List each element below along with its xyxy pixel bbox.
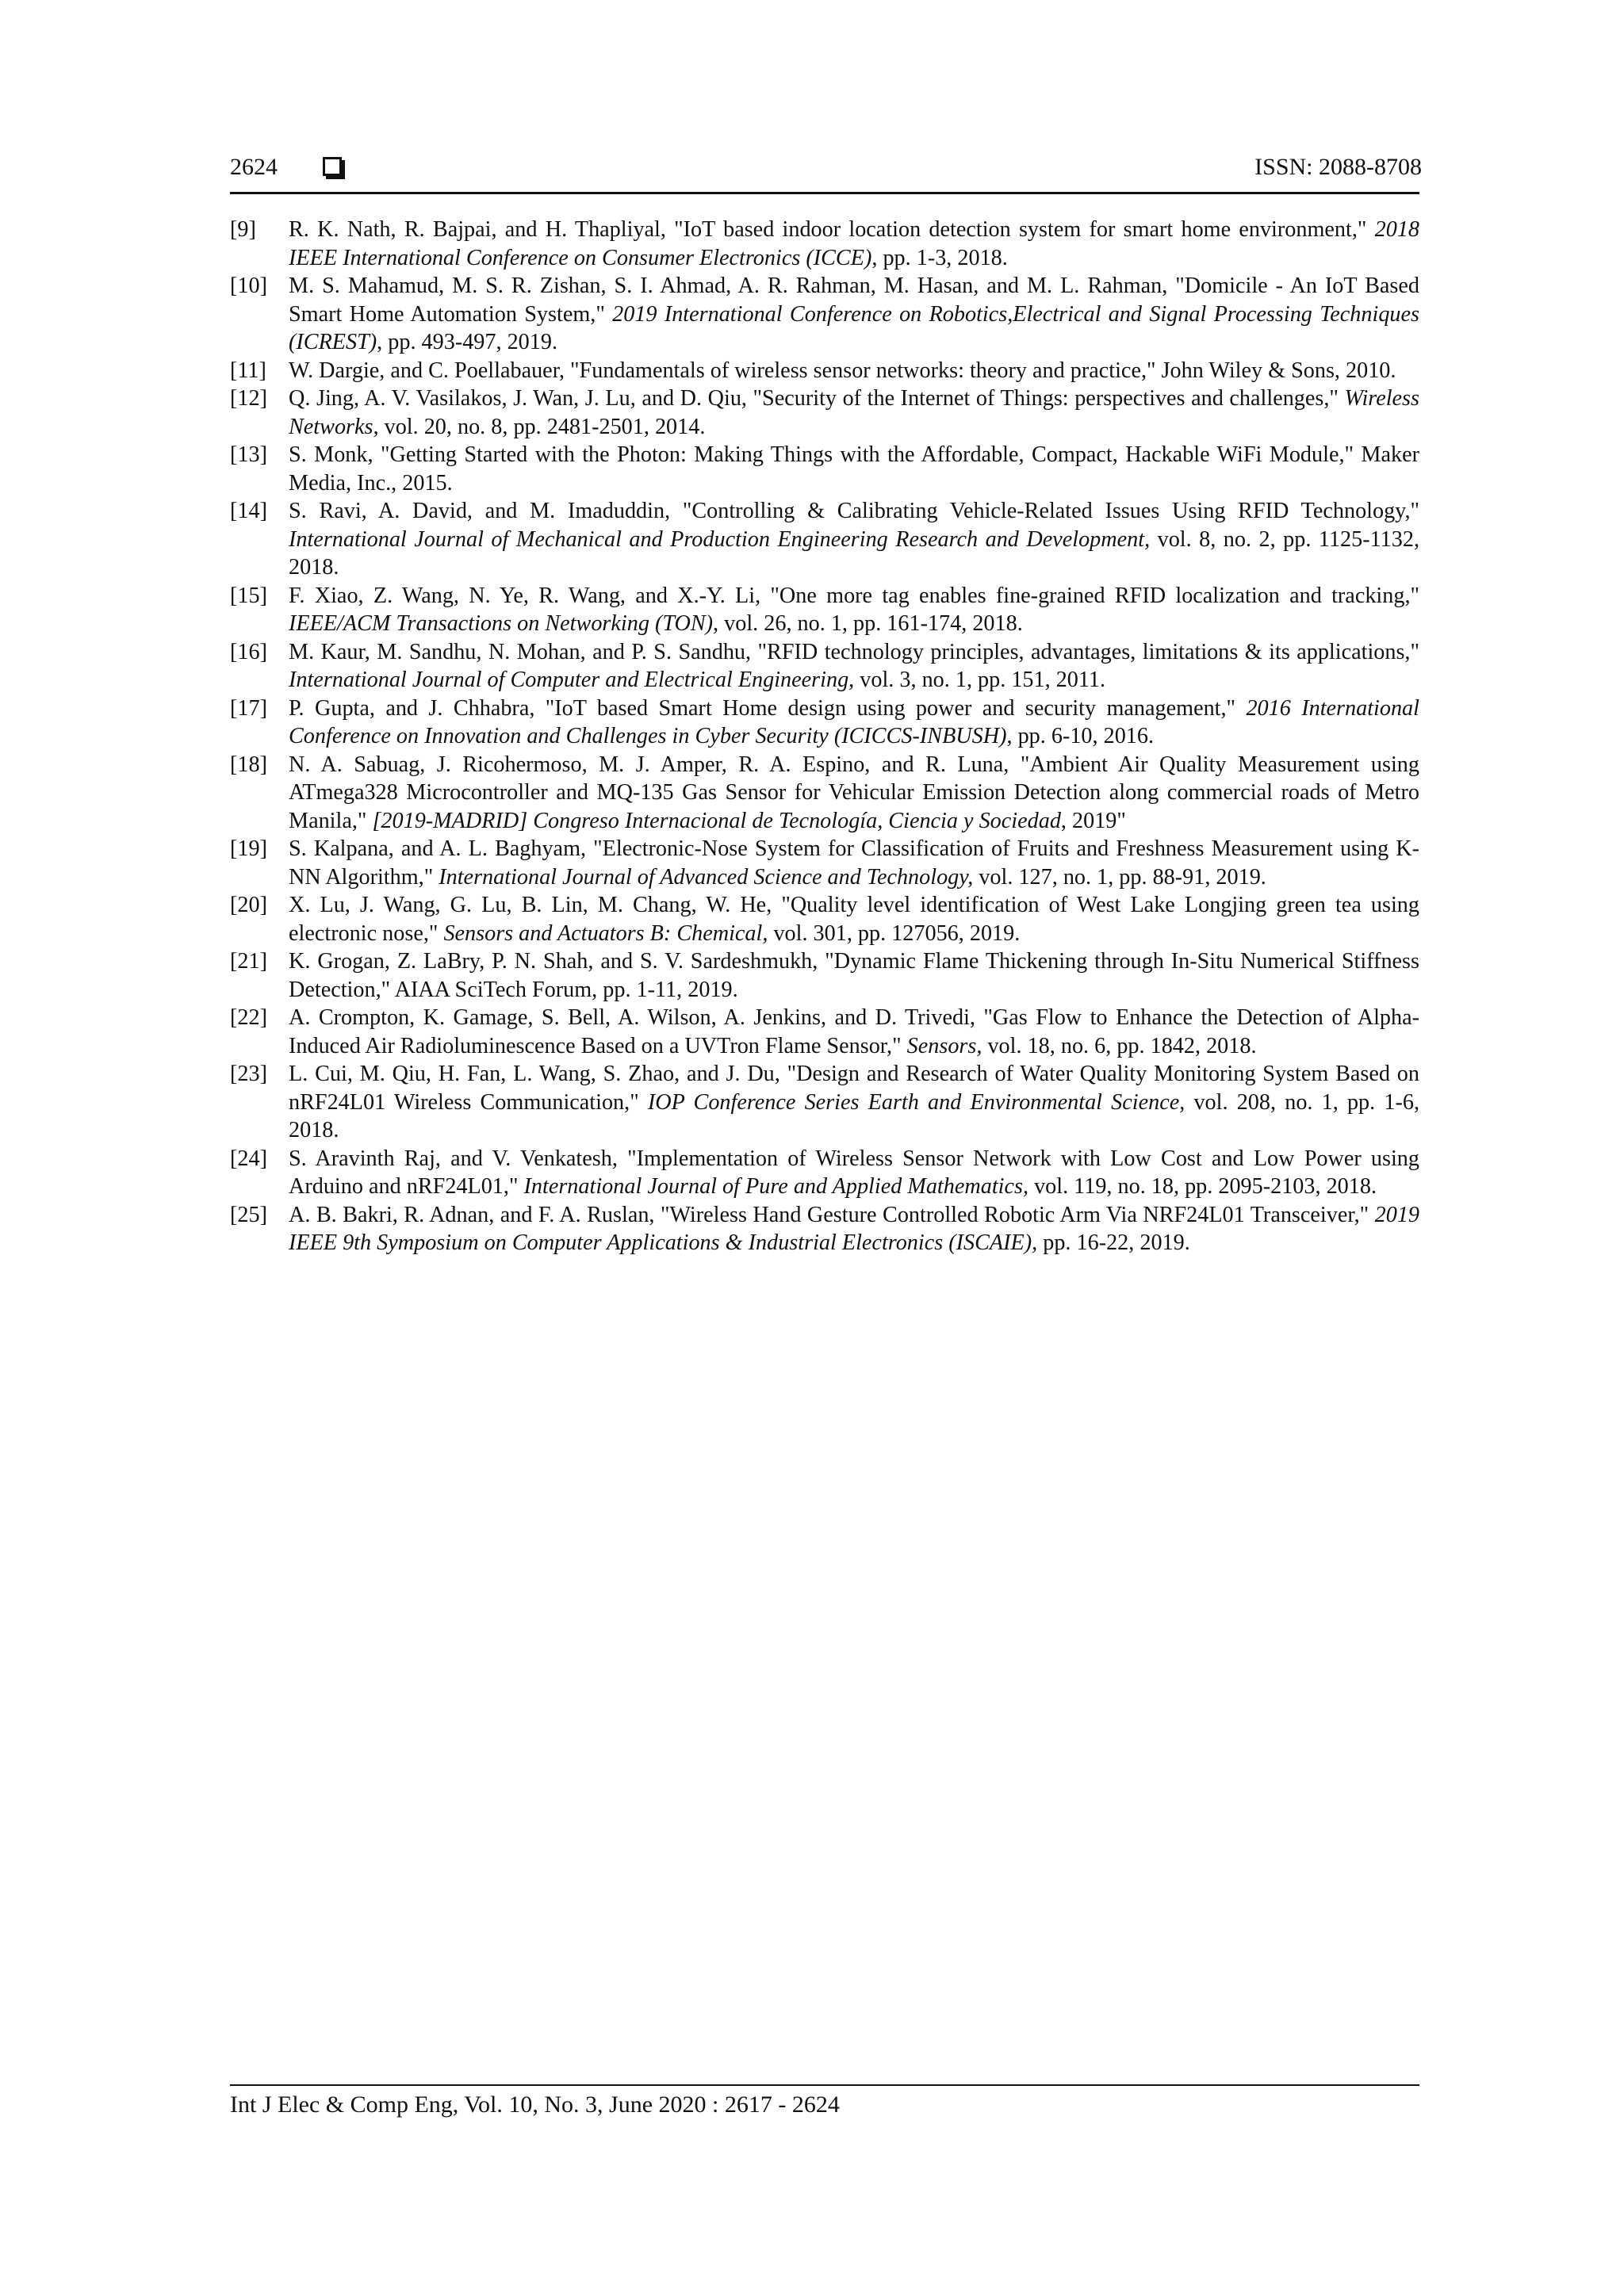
reference-text-segment: vol. 119, no. 18, pp. 2095-2103, 2018. <box>1028 1174 1377 1199</box>
reference-text <box>289 1146 1419 1200</box>
reference-venue: IEEE/ACM Transactions on Networking (TON), <box>289 611 719 636</box>
reference-text <box>289 696 1419 749</box>
reference-text-segment: vol. 3, no. 1, pp. 151, 2011. <box>854 668 1106 692</box>
reference-number: [17] <box>230 695 267 721</box>
reference-number: [19] <box>230 836 267 861</box>
reference-item <box>230 1201 1419 1257</box>
page-number: 2624 <box>230 154 278 180</box>
reference-number: [22] <box>230 1005 267 1030</box>
reference-venue: 2019 International Conference on Robotics,Electrical and Signal Processing Techniques (ICREST) <box>289 301 1419 354</box>
reference-number: [12] <box>230 386 267 411</box>
reference-text-segment: vol. 20, no. 8, pp. 2481-2501, 2014. <box>378 414 706 439</box>
reference-text-segment: , 2019" <box>1060 808 1126 833</box>
reference-text <box>289 836 1419 890</box>
reference-text-segment: N. A. Sabuag, J. Ricohermoso, M. J. Amper, R. A. Espino, and R. Luna, "Ambient Air Quality Measurement using ATmega328 Microcontroller and MQ-135 Gas Sensor for Vehicular Emission Detection along commercial roads of Metro Manila," <box>289 752 1419 833</box>
reference-item <box>230 1004 1419 1060</box>
reference-item <box>230 582 1419 638</box>
reference-venue: [2019-MADRID] Congreso Internacional de Tecnología, Ciencia y Sociedad <box>372 808 1061 833</box>
square-box-icon <box>323 157 342 176</box>
reference-item <box>230 497 1419 582</box>
reference-number: [16] <box>230 639 267 664</box>
reference-text <box>289 584 1419 637</box>
reference-text <box>289 752 1419 833</box>
reference-venue: International Journal of Computer and Electrical Engineering, <box>289 668 855 692</box>
reference-item <box>230 638 1419 695</box>
reference-text-segment: S. Aravinth Raj, and V. Venkatesh, "Implementation of Wireless Sensor Network with Low Cost and Low Power using Arduino and nRF24L01," <box>289 1146 1419 1199</box>
reference-text-segment: X. Lu, J. Wang, G. Lu, B. Lin, M. Chang, W. He, "Quality level identification of West Lake Longjing green tea using electronic nose," <box>289 893 1419 946</box>
reference-text <box>289 274 1419 354</box>
reference-number: [23] <box>230 1062 267 1086</box>
reference-item <box>230 272 1419 357</box>
reference-number: [13] <box>230 442 267 467</box>
reference-text-segment: vol. 301, pp. 127056, 2019. <box>768 920 1021 946</box>
reference-text-segment: F. Xiao, Z. Wang, N. Ye, R. Wang, and X.-Y. Li, "One more tag enables fine-grained RFID localization and tracking," <box>289 583 1419 608</box>
reference-text-segment: , vol. 208, no. 1, pp. 1-6, 2018. <box>289 1089 1419 1142</box>
reference-text <box>289 1203 1419 1256</box>
reference-text-segment: , pp. 6-10, 2016. <box>1006 724 1155 748</box>
reference-number: [10] <box>230 274 267 298</box>
reference-item <box>230 441 1419 497</box>
reference-text-segment: K. Grogan, Z. LaBry, P. N. Shah, and S. V. Sardeshmukh, "Dynamic Flame Thickening through In-Situ Numerical Stiffness Detection," AIAA SciTech Forum, pp. 1-11, 2019. <box>289 949 1419 1002</box>
reference-number: [15] <box>230 583 267 608</box>
reference-number: [18] <box>230 752 267 777</box>
reference-number: [25] <box>230 1202 267 1227</box>
reference-text-segment: L. Cui, M. Qiu, H. Fan, L. Wang, S. Zhao, and J. Du, "Design and Research of Water Quality Monitoring System Based on nRF24L01 Wireless Communication," <box>289 1062 1419 1115</box>
page-header <box>230 151 1422 192</box>
reference-venue: IOP Conference Series Earth and Environmental Science <box>647 1089 1180 1115</box>
reference-venue: International Journal of Mechanical and Production Engineering Research and Development, <box>289 526 1151 552</box>
reference-item <box>230 1060 1419 1145</box>
reference-text <box>289 386 1419 439</box>
reference-text <box>289 217 1419 270</box>
reference-item <box>230 357 1419 385</box>
reference-text <box>289 949 1419 1002</box>
reference-number: [14] <box>230 499 267 523</box>
reference-text <box>289 640 1419 693</box>
reference-item <box>230 891 1419 947</box>
reference-text <box>289 358 1396 383</box>
reference-item <box>230 1145 1419 1201</box>
reference-text <box>289 442 1419 496</box>
reference-venue: 2018 IEEE International Conference on Consumer Electronics (ICCE) <box>289 217 1419 270</box>
reference-number: [9] <box>230 217 256 242</box>
reference-text-segment: , pp. 1-3, 2018. <box>871 245 1008 270</box>
reference-text <box>289 893 1419 946</box>
reference-text-segment: vol. 18, no. 6, pp. 1842, 2018. <box>982 1033 1257 1058</box>
reference-text-segment: vol. 127, no. 1, pp. 88-91, 2019. <box>973 864 1266 890</box>
reference-text-segment: pp. 16-22, 2019. <box>1037 1230 1190 1255</box>
reference-number: [21] <box>230 949 267 974</box>
reference-text-segment: A. Crompton, K. Gamage, S. Bell, A. Wilson, A. Jenkins, and D. Trivedi, "Gas Flow to Enhance the Detection of Alpha-Induced Air Radioluminescence Based on a UVTron Flame Sensor," <box>289 1005 1419 1058</box>
reference-text-segment: vol. 26, no. 1, pp. 161-174, 2018. <box>718 611 1023 636</box>
reference-item <box>230 751 1419 836</box>
reference-venue: 2016 International Conference on Innovation and Challenges in Cyber Security (ICICCS-INBUSH) <box>289 695 1419 748</box>
reference-text <box>289 499 1419 580</box>
reference-text-segment: S. Kalpana, and A. L. Baghyam, "Electronic-Nose System for Classification of Fruits and Freshness Measurement using K-NN Algorithm," <box>289 836 1419 890</box>
reference-text-segment: S. Ravi, A. David, and M. Imaduddin, "Controlling & Calibrating Vehicle-Related Issues Using RFID Technology," <box>289 499 1419 523</box>
reference-text-segment: R. K. Nath, R. Bajpai, and H. Thapliyal, "IoT based indoor location detection system for smart home environment," <box>289 217 1375 242</box>
header-rule <box>230 192 1419 194</box>
reference-text <box>289 1062 1419 1142</box>
reference-venue: Sensors and Actuators B: Chemical, <box>443 920 768 946</box>
reference-text-segment: M. S. Mahamud, M. S. R. Zishan, S. I. Ahmad, A. R. Rahman, M. Hasan, and M. L. Rahman, "Domicile - An IoT Based Smart Home Automation System," <box>289 274 1419 327</box>
reference-text-segment: M. Kaur, M. Sandhu, N. Mohan, and P. S. Sandhu, "RFID technology principles, advantages, limitations & its applications," <box>289 639 1419 664</box>
reference-list <box>230 216 1419 1257</box>
issn-label: ISSN: 2088-8708 <box>1254 154 1422 180</box>
reference-item <box>230 695 1419 751</box>
reference-text-segment: vol. 8, no. 2, pp. 1125-1132, 2018. <box>289 526 1419 580</box>
reference-number: [20] <box>230 893 267 917</box>
reference-venue: Wireless Networks, <box>289 386 1419 439</box>
reference-text <box>289 1005 1419 1058</box>
reference-item <box>230 216 1419 272</box>
reference-text-segment: P. Gupta, and J. Chhabra, "IoT based Smart Home design using power and security management," <box>289 695 1247 721</box>
reference-item <box>230 835 1419 891</box>
reference-item <box>230 385 1419 441</box>
reference-item <box>230 947 1419 1004</box>
reference-venue: International Journal of Advanced Science and Technology, <box>439 864 974 890</box>
footer-citation: Int J Elec & Comp Eng, Vol. 10, No. 3, June 2020 : 2617 - 2624 <box>230 2091 840 2118</box>
reference-number: [24] <box>230 1146 267 1171</box>
reference-number: [11] <box>230 358 266 383</box>
reference-text-segment: A. B. Bakri, R. Adnan, and F. A. Ruslan, "Wireless Hand Gesture Controlled Robotic Arm Via NRF24L01 Transceiver," <box>289 1202 1375 1227</box>
reference-text-segment: , pp. 493-497, 2019. <box>377 330 558 354</box>
reference-text-segment: W. Dargie, and C. Poellabauer, "Fundamentals of wireless sensor networks: theory and practice," John Wiley & Sons, 2010. <box>289 358 1396 383</box>
reference-venue: International Journal of Pure and Applied Mathematics, <box>523 1174 1029 1199</box>
reference-venue: Sensors, <box>906 1033 982 1058</box>
reference-venue: 2019 IEEE 9th Symposium on Computer Applications & Industrial Electronics (ISCAIE), <box>289 1202 1419 1255</box>
footer-rule <box>230 2084 1419 2086</box>
reference-text-segment: Q. Jing, A. V. Vasilakos, J. Wan, J. Lu, and D. Qiu, "Security of the Internet of Things: perspectives and challenges," <box>289 386 1345 411</box>
reference-text-segment: S. Monk, "Getting Started with the Photon: Making Things with the Affordable, Compact, Hackable WiFi Module," Maker Media, Inc., 2015. <box>289 442 1419 496</box>
